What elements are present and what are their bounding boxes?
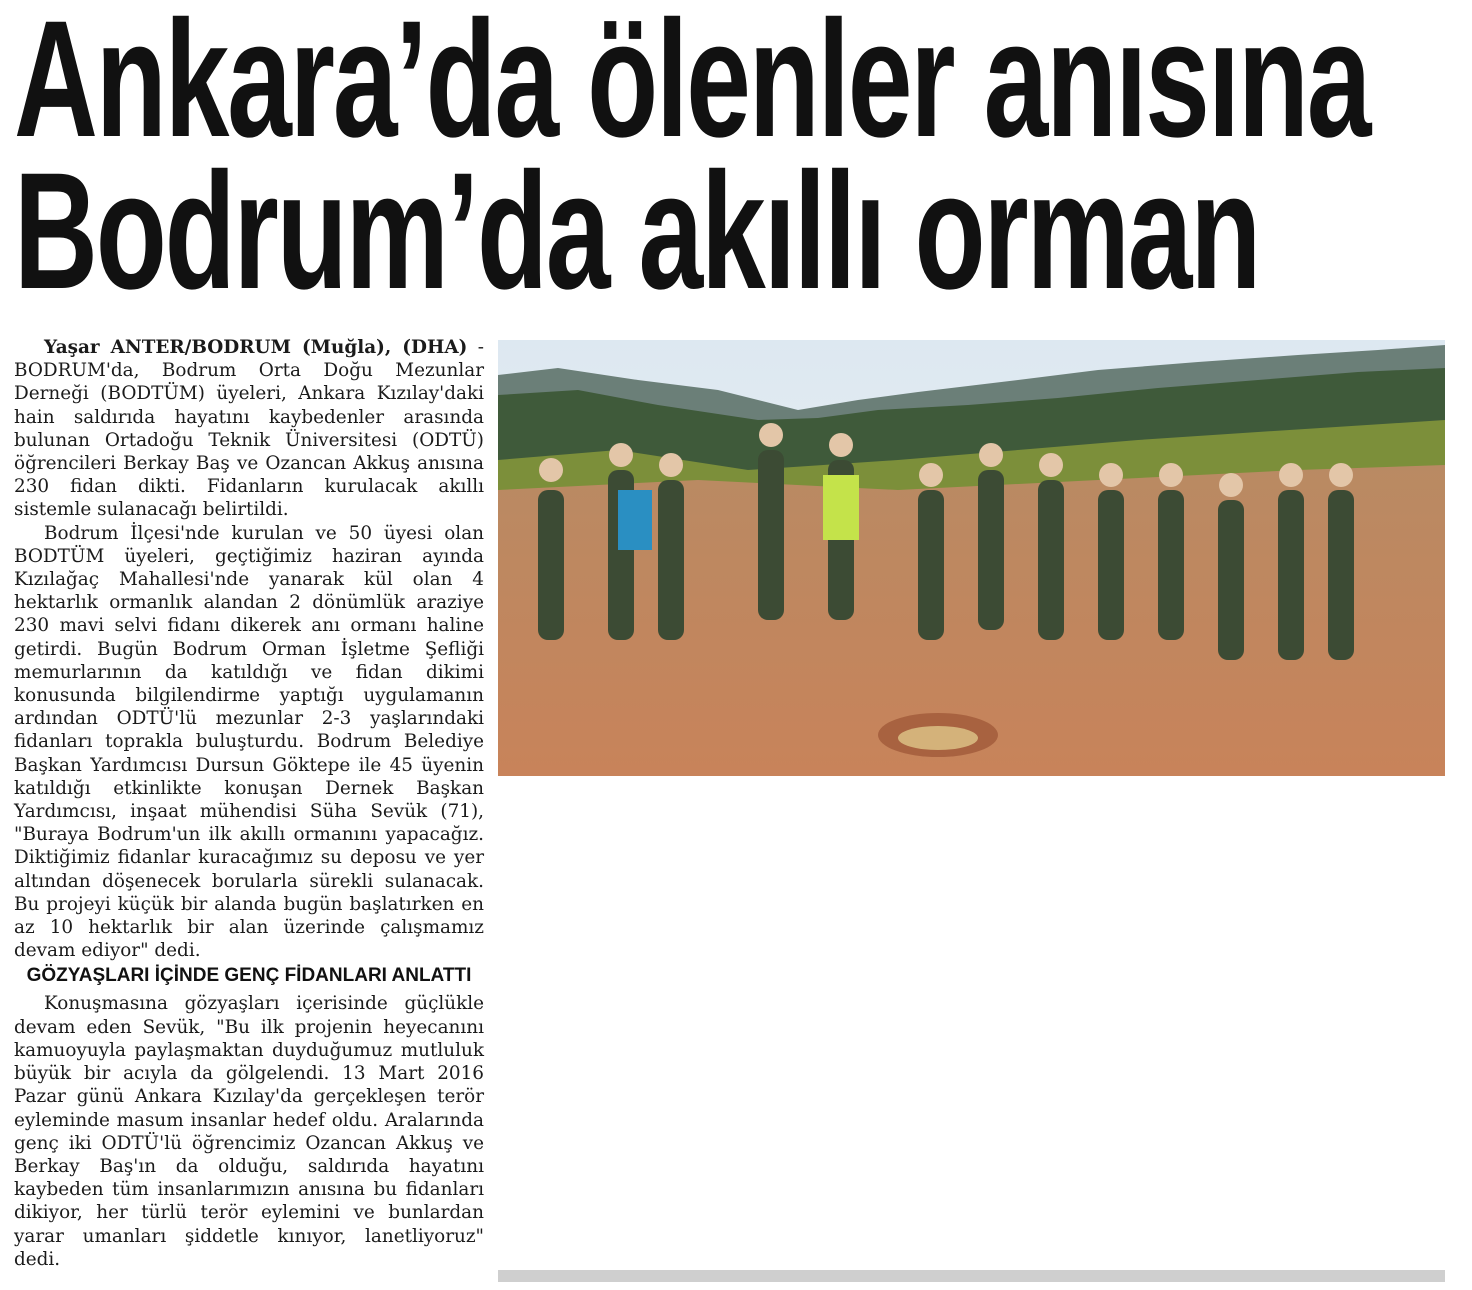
headline-line-2: Bodrum’da akıllı orman bbox=[14, 139, 1260, 324]
headline-line-1: Ankara’da ölenler anısına bbox=[14, 0, 1370, 172]
paragraph-3: Konuşmasına gözyaşları içerisinde güçlükle devam eden Sevük, "Bu ilk projenin heyecanını kamuoyuyla paylaşmaktan duyduğumuz mutluluk büyük bir acıyla da gölgelendi. 13 Mart 2016 Pazar günü Ankara Kızılay'da gerçekleşen terör eyleminde masum insanlar hedef oldu. Aralarında genç iki ODTÜ'lü öğrencimiz Ozancan Akkuş ve Berkay Baş'ın da olduğu, saldırıda hayatını kaybeden tüm insanlarımızın anısına bu fidanları dikiyor, her türlü terör eylemini ve bunlardan yarar umanları şiddetle kınıyor, lanetliyoruz" dedi. bbox=[14, 993, 484, 1270]
subheading: GÖZYAŞLARI İÇİNDE GENÇ FİDANLARI ANLATTI bbox=[26, 965, 472, 987]
paragraph-2: Bodrum İlçesi'nde kurulan ve 50 üyesi olan BODTÜM üyeleri, geçtiğimiz haziran ayında Kızılağaç Mahallesi'nde yanarak kül olan 4 hektarlık ormanlık alandan 2 dönümlük araziye 230 mavi selvi fidanı dikerek anı ormanı haline getirdi. Bugün Bodrum Orman İşletme Şefliği memurlarının da katıldığı ve fidan dikimi konusunda bilgilendirme yaptığı uygulamanın ardından ODTÜ'lü mezunlar 2-3 yaşlarındaki fidanları toprakla buluşturdu. Bodrum Belediye Başkan Yardımcısı Dursun Göktepe ile 45 üyenin katıldığı etkinlikte konuşan Dernek Başkan Yardımcısı, inşaat mühendisi Süha Sevük (71), "Buraya Bodrum'un ilk akıllı ormanını yapacağız. Diktiğimiz fidanlar kuracağımız su deposu ve yer altından döşenecek borularla sürekli sulanacak. Bu projeyi küçük bir alanda bugün başlatırken en az 10 hektarlık bir alan üzerinde çalışmamız devam ediyor" dedi. bbox=[14, 522, 484, 962]
article-body bbox=[14, 336, 484, 1271]
byline: Yaşar ANTER/BODRUM (Muğla), (DHA) bbox=[44, 337, 468, 358]
news-photo bbox=[498, 340, 1445, 776]
paragraph-1-text: - BODRUM'da, Bodrum Orta Doğu Mezunlar Derneği (BODTÜM) üyeleri, Ankara Kızılay'daki hain saldırıda hayatını kaybedenler arasında bulunan Ortadoğu Teknik Üniversitesi (ODTÜ) öğrencileri Berkay Baş ve Ozancan Akkuş anısına 230 fidan dikti. Fidanların kurulacak akıllı sistemle sulanacağı belirtildi. bbox=[14, 337, 485, 521]
bottom-rule bbox=[498, 1270, 1445, 1282]
headline bbox=[14, 0, 1370, 324]
paragraph-1 bbox=[14, 336, 484, 522]
tree-planting-photo bbox=[498, 340, 1445, 776]
